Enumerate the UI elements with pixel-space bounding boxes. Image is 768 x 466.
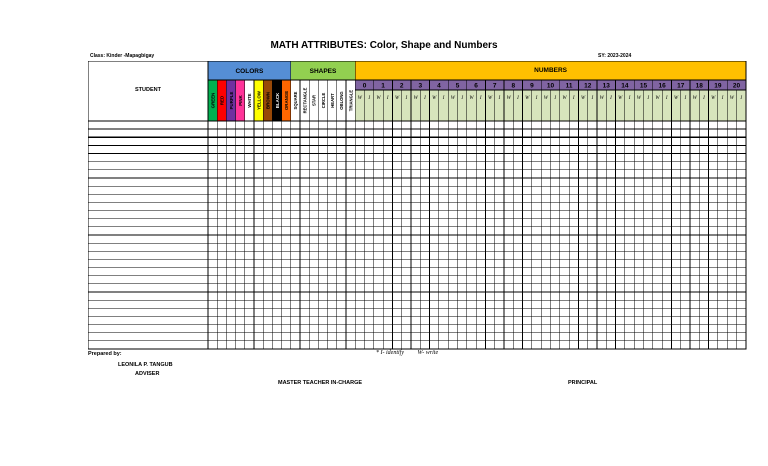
identify-label: I — [572, 96, 575, 101]
page-title: MATH ATTRIBUTES: Color, Shape and Numbers — [270, 40, 498, 51]
attributes-table — [88, 61, 748, 351]
identify-label: I — [442, 96, 445, 101]
identify-label: I — [721, 96, 724, 101]
write-label: W — [729, 96, 734, 101]
number-label-9: 9 — [530, 82, 534, 90]
color-label-black: BLACK — [274, 92, 280, 109]
write-label: W — [618, 96, 623, 101]
number-label-2: 2 — [399, 82, 404, 90]
school-year-label: SY: 2023-2024 — [598, 53, 632, 59]
write-label: W — [543, 96, 548, 101]
color-label-white: WHITE — [247, 93, 253, 108]
identify-label: I — [647, 96, 649, 101]
number-label-12: 12 — [584, 82, 592, 90]
identify-label: I — [628, 96, 631, 101]
number-label-10: 10 — [546, 82, 555, 90]
color-label-orange: ORANGE — [284, 90, 289, 111]
legend-write: W- write — [417, 350, 439, 356]
color-label-yellow: YELLOW — [256, 91, 262, 110]
colors-header-label: COLORS — [235, 68, 264, 75]
shape-label-star: STAR — [311, 94, 317, 107]
write-label: W — [469, 96, 474, 101]
number-label-15: 15 — [639, 82, 648, 90]
number-label-7: 7 — [492, 82, 497, 90]
write-label: W — [599, 96, 604, 101]
identify-label: I — [703, 96, 705, 101]
principal-label: PRINCIPAL — [568, 380, 598, 386]
identify-label: I — [386, 96, 389, 101]
number-label-14: 14 — [621, 82, 629, 90]
identify-label: I — [665, 96, 668, 101]
identify-label: I — [368, 96, 370, 101]
write-label: W — [562, 96, 567, 101]
color-label-green: GREEN — [210, 92, 216, 109]
identify-label: I — [554, 96, 556, 101]
number-label-5: 5 — [455, 82, 460, 90]
number-label-11: 11 — [565, 82, 573, 90]
number-label-1: 1 — [381, 82, 385, 90]
write-label: W — [655, 96, 660, 101]
write-label: W — [376, 96, 381, 101]
identify-label: I — [535, 96, 538, 101]
student-header-label: STUDENT — [135, 87, 161, 93]
write-label: W — [711, 96, 716, 101]
write-label: W — [450, 96, 455, 101]
number-label-6: 6 — [474, 82, 478, 90]
number-label-4: 4 — [437, 82, 441, 90]
write-label: W — [413, 96, 418, 101]
write-label: W — [525, 96, 530, 101]
color-label-brown: BROWN — [265, 91, 271, 110]
shape-label-heart: HEART — [330, 93, 335, 108]
identify-label: I — [479, 96, 482, 101]
write-label: W — [357, 96, 362, 101]
adviser-name: LEONILA P. TANGUB — [118, 362, 173, 368]
master-teacher-label: MASTER TEACHER IN-CHARGE — [278, 380, 363, 386]
number-label-16: 16 — [658, 82, 666, 90]
write-label: W — [580, 96, 586, 101]
color-label-red: RED — [219, 95, 225, 106]
legend — [376, 350, 450, 356]
number-label-19: 19 — [714, 82, 722, 90]
color-label-purple: PURPLE — [228, 91, 234, 110]
write-label: W — [673, 96, 679, 101]
number-label-13: 13 — [602, 82, 610, 90]
number-label-18: 18 — [695, 82, 703, 90]
shape-label-circle: CIRCLE — [320, 92, 326, 109]
identify-label: I — [461, 96, 463, 101]
identify-label: I — [405, 96, 408, 101]
identify-label: I — [610, 96, 612, 101]
shape-label-square: SQUARE — [293, 91, 299, 110]
shapes-header-label: SHAPES — [309, 68, 337, 75]
shape-label-oblong: OBLONG — [339, 91, 345, 110]
shape-label-triangle: TRIANGLE — [348, 89, 354, 112]
write-label: W — [692, 96, 697, 101]
identify-label: I — [740, 96, 742, 101]
prepared-by-label: Prepared by: — [88, 351, 122, 357]
class-label: Class: Kinder -Mapagbigay — [90, 53, 155, 59]
identify-label: I — [591, 96, 594, 101]
write-label: W — [506, 96, 511, 101]
number-label-8: 8 — [511, 82, 516, 90]
identify-label: I — [498, 96, 501, 101]
write-label: W — [487, 96, 493, 101]
legend-identify: * I- identify — [376, 350, 404, 356]
number-label-17: 17 — [677, 82, 685, 90]
identify-label: I — [517, 96, 519, 101]
write-label: W — [394, 96, 400, 101]
numbers-header-label: NUMBERS — [534, 67, 568, 74]
number-label-20: 20 — [732, 82, 741, 90]
shape-label-rectangle: RECTANGLE — [302, 87, 308, 114]
number-label-3: 3 — [418, 82, 423, 90]
adviser-role: ADVISER — [135, 371, 160, 377]
number-label-0: 0 — [362, 82, 367, 90]
color-label-pink: PINK — [238, 95, 243, 106]
write-label: W — [432, 96, 437, 101]
identify-label: I — [424, 96, 426, 101]
identify-label: I — [684, 96, 687, 101]
write-label: W — [636, 96, 641, 101]
